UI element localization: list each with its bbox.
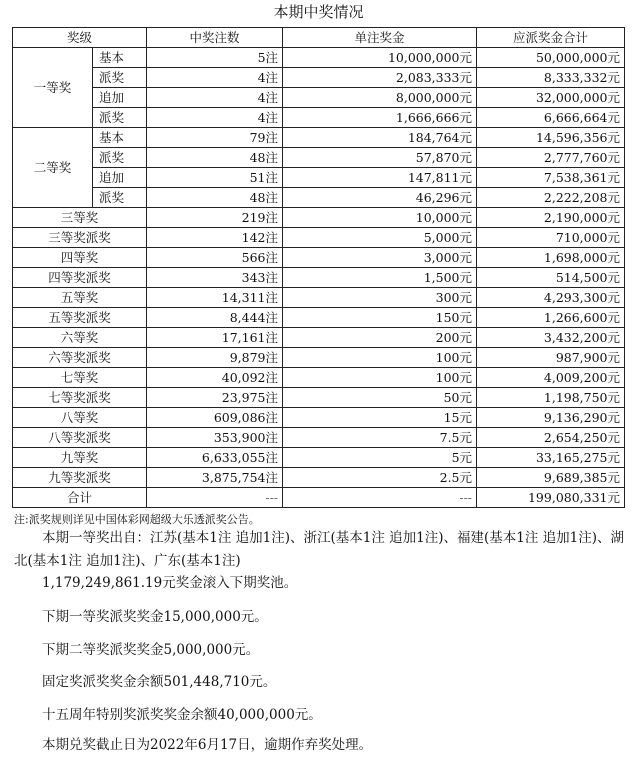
table-row [13,268,625,288]
table-row [13,168,625,188]
table-row [13,228,625,248]
count-cell: 8,444注 [147,308,283,328]
level-label: 三等奖派奖 [13,228,147,248]
total-prize-cell: 987,900元 [477,348,625,368]
simple-prize-rows [13,208,625,488]
count-cell: 14,311注 [147,288,283,308]
next-second-paragraph [14,639,626,662]
unit-prize-cell: 3,000元 [283,248,477,268]
count-cell: 48注 [147,148,283,168]
level-label-first: 一等奖 [13,48,93,128]
count-cell: 4注 [147,68,283,88]
footnote: 注:派奖规则详见中国体彩网超级大乐透派奖公告。 [14,513,260,526]
pool-text: 1,179,249,861.19元奖金滚入下期奖池。 [42,575,298,591]
count-cell: 5注 [147,48,283,68]
count-cell: 17,161注 [147,328,283,348]
total-prize-cell: 1,198,750元 [477,388,625,408]
unit-prize-cell: 15元 [283,408,477,428]
level-label: 九等奖 [13,448,147,468]
count-cell: 9,879注 [147,348,283,368]
level-label: 七等奖派奖 [13,388,147,408]
table-row [13,468,625,488]
sub-label: 追加 [93,168,147,188]
origin-text: 本期一等奖出自：江苏(基本1注 追加1注)、浙江(基本1注 追加1注)、福建(基本1注 追加1注)、湖北(基本1注 追加1注)、广东(基本1注) [14,530,625,569]
count-cell: 566注 [147,248,283,268]
table-row [13,368,625,388]
total-prize-cell: 7,538,361元 [477,168,625,188]
anniversary-balance-paragraph [14,704,626,727]
sub-label: 派奖 [93,188,147,208]
count-cell: 343注 [147,268,283,288]
level-label: 三等奖 [13,208,147,228]
table-row [13,68,625,88]
next-first-text: 下期一等奖派奖奖金15,000,000元。 [42,609,268,625]
header-total-prize: 应派奖金合计 [477,28,625,48]
table-row [13,128,625,148]
table-row [13,408,625,428]
total-prize-cell: 514,500元 [477,268,625,288]
unit-prize-cell: 7.5元 [283,428,477,448]
total-prize-cell: 710,000元 [477,228,625,248]
unit-prize-cell: 5元 [283,448,477,468]
sub-label: 派奖 [93,148,147,168]
next-first-paragraph [14,606,626,629]
total-prize-cell: 3,432,200元 [477,328,625,348]
level-label: 九等奖派奖 [13,468,147,488]
unit-prize-cell: 8,000,000元 [283,88,477,108]
total-prize-cell: 1,266,600元 [477,308,625,328]
table-row [13,328,625,348]
table-row [13,108,625,128]
unit-prize-cell: 1,666,666元 [283,108,477,128]
level-label-second: 二等奖 [13,128,93,208]
table-row [13,308,625,328]
total-prize-cell: 2,222,208元 [477,188,625,208]
unit-prize-cell: 5,000元 [283,228,477,248]
sub-label: 基本 [93,48,147,68]
total-prize-cell: 14,596,356元 [477,128,625,148]
total-prize-cell: 1,698,000元 [477,248,625,268]
page-title: 本期中奖情况 [273,3,364,21]
level-label: 五等奖派奖 [13,308,147,328]
unit-prize-cell: 2.5元 [283,468,477,488]
total-label: 合计 [13,488,147,508]
count-cell: 609,086注 [147,408,283,428]
count-cell: 353,900注 [147,428,283,448]
total-prize-cell: 2,654,250元 [477,428,625,448]
origin-paragraph [14,527,626,573]
anniversary-balance-text: 十五周年特别奖派奖奖金余额40,000,000元。 [42,707,322,723]
count-cell: 4注 [147,108,283,128]
table-row [13,288,625,308]
total-prize-cell: 8,333,332元 [477,68,625,88]
unit-prize-cell: 57,870元 [283,148,477,168]
level-label: 六等奖 [13,328,147,348]
total-prize-cell: 4,293,300元 [477,288,625,308]
count-cell: 48注 [147,188,283,208]
sub-label: 派奖 [93,108,147,128]
total-prize-cell: 2,777,760元 [477,148,625,168]
total-unit-cell: --- [283,488,477,508]
total-prize-cell: 50,000,000元 [477,48,625,68]
header-unit-prize: 单注奖金 [283,28,477,48]
sub-label: 派奖 [93,68,147,88]
table-row [13,448,625,468]
unit-prize-cell: 150元 [283,308,477,328]
unit-prize-cell: 147,811元 [283,168,477,188]
pool-paragraph [14,572,626,595]
table-row [13,88,625,108]
level-label: 七等奖 [13,368,147,388]
table-row [13,248,625,268]
unit-prize-cell: 2,083,333元 [283,68,477,88]
count-cell: 40,092注 [147,368,283,388]
level-label: 四等奖 [13,248,147,268]
level-label: 四等奖派奖 [13,268,147,288]
grand-total-cell: 199,080,331元 [477,488,625,508]
deadline-text: 本期兑奖截止日为2022年6月17日，逾期作弃奖处理。 [42,737,373,753]
level-label: 五等奖 [13,288,147,308]
table-row [13,388,625,408]
total-prize-cell: 9,689,385元 [477,468,625,488]
fixed-balance-paragraph [14,671,626,694]
count-cell: 23,975注 [147,388,283,408]
table-row [13,428,625,448]
fixed-balance-text: 固定奖派奖奖金余额501,448,710元。 [42,674,277,690]
count-cell: 51注 [147,168,283,188]
total-prize-cell: 33,165,275元 [477,448,625,468]
table-row [13,188,625,208]
total-prize-cell: 4,009,200元 [477,368,625,388]
unit-prize-cell: 46,296元 [283,188,477,208]
count-cell: 6,633,055注 [147,448,283,468]
unit-prize-cell: 10,000,000元 [283,48,477,68]
total-prize-cell: 9,136,290元 [477,408,625,428]
prize-table [12,27,625,508]
deadline-paragraph [14,734,626,757]
unit-prize-cell: 50元 [283,388,477,408]
total-prize-cell: 6,666,664元 [477,108,625,128]
table-row [13,148,625,168]
unit-prize-cell: 100元 [283,348,477,368]
total-count-cell: --- [147,488,283,508]
level-label: 六等奖派奖 [13,348,147,368]
total-prize-cell: 32,000,000元 [477,88,625,108]
count-cell: 219注 [147,208,283,228]
unit-prize-cell: 1,500元 [283,268,477,288]
level-label: 八等奖派奖 [13,428,147,448]
unit-prize-cell: 10,000元 [283,208,477,228]
header-count: 中奖注数 [147,28,283,48]
table-row [13,48,625,68]
table-header-row [13,28,625,48]
count-cell: 4注 [147,88,283,108]
unit-prize-cell: 200元 [283,328,477,348]
next-second-text: 下期二等奖派奖奖金5,000,000元。 [42,642,260,658]
sub-label: 基本 [93,128,147,148]
header-level: 奖级 [13,28,147,48]
unit-prize-cell: 300元 [283,288,477,308]
unit-prize-cell: 100元 [283,368,477,388]
count-cell: 3,875,754注 [147,468,283,488]
count-cell: 142注 [147,228,283,248]
table-row [13,208,625,228]
unit-prize-cell: 184,764元 [283,128,477,148]
level-label: 八等奖 [13,408,147,428]
count-cell: 79注 [147,128,283,148]
total-row [13,488,625,508]
table-row [13,348,625,368]
sub-label: 追加 [93,88,147,108]
total-prize-cell: 2,190,000元 [477,208,625,228]
